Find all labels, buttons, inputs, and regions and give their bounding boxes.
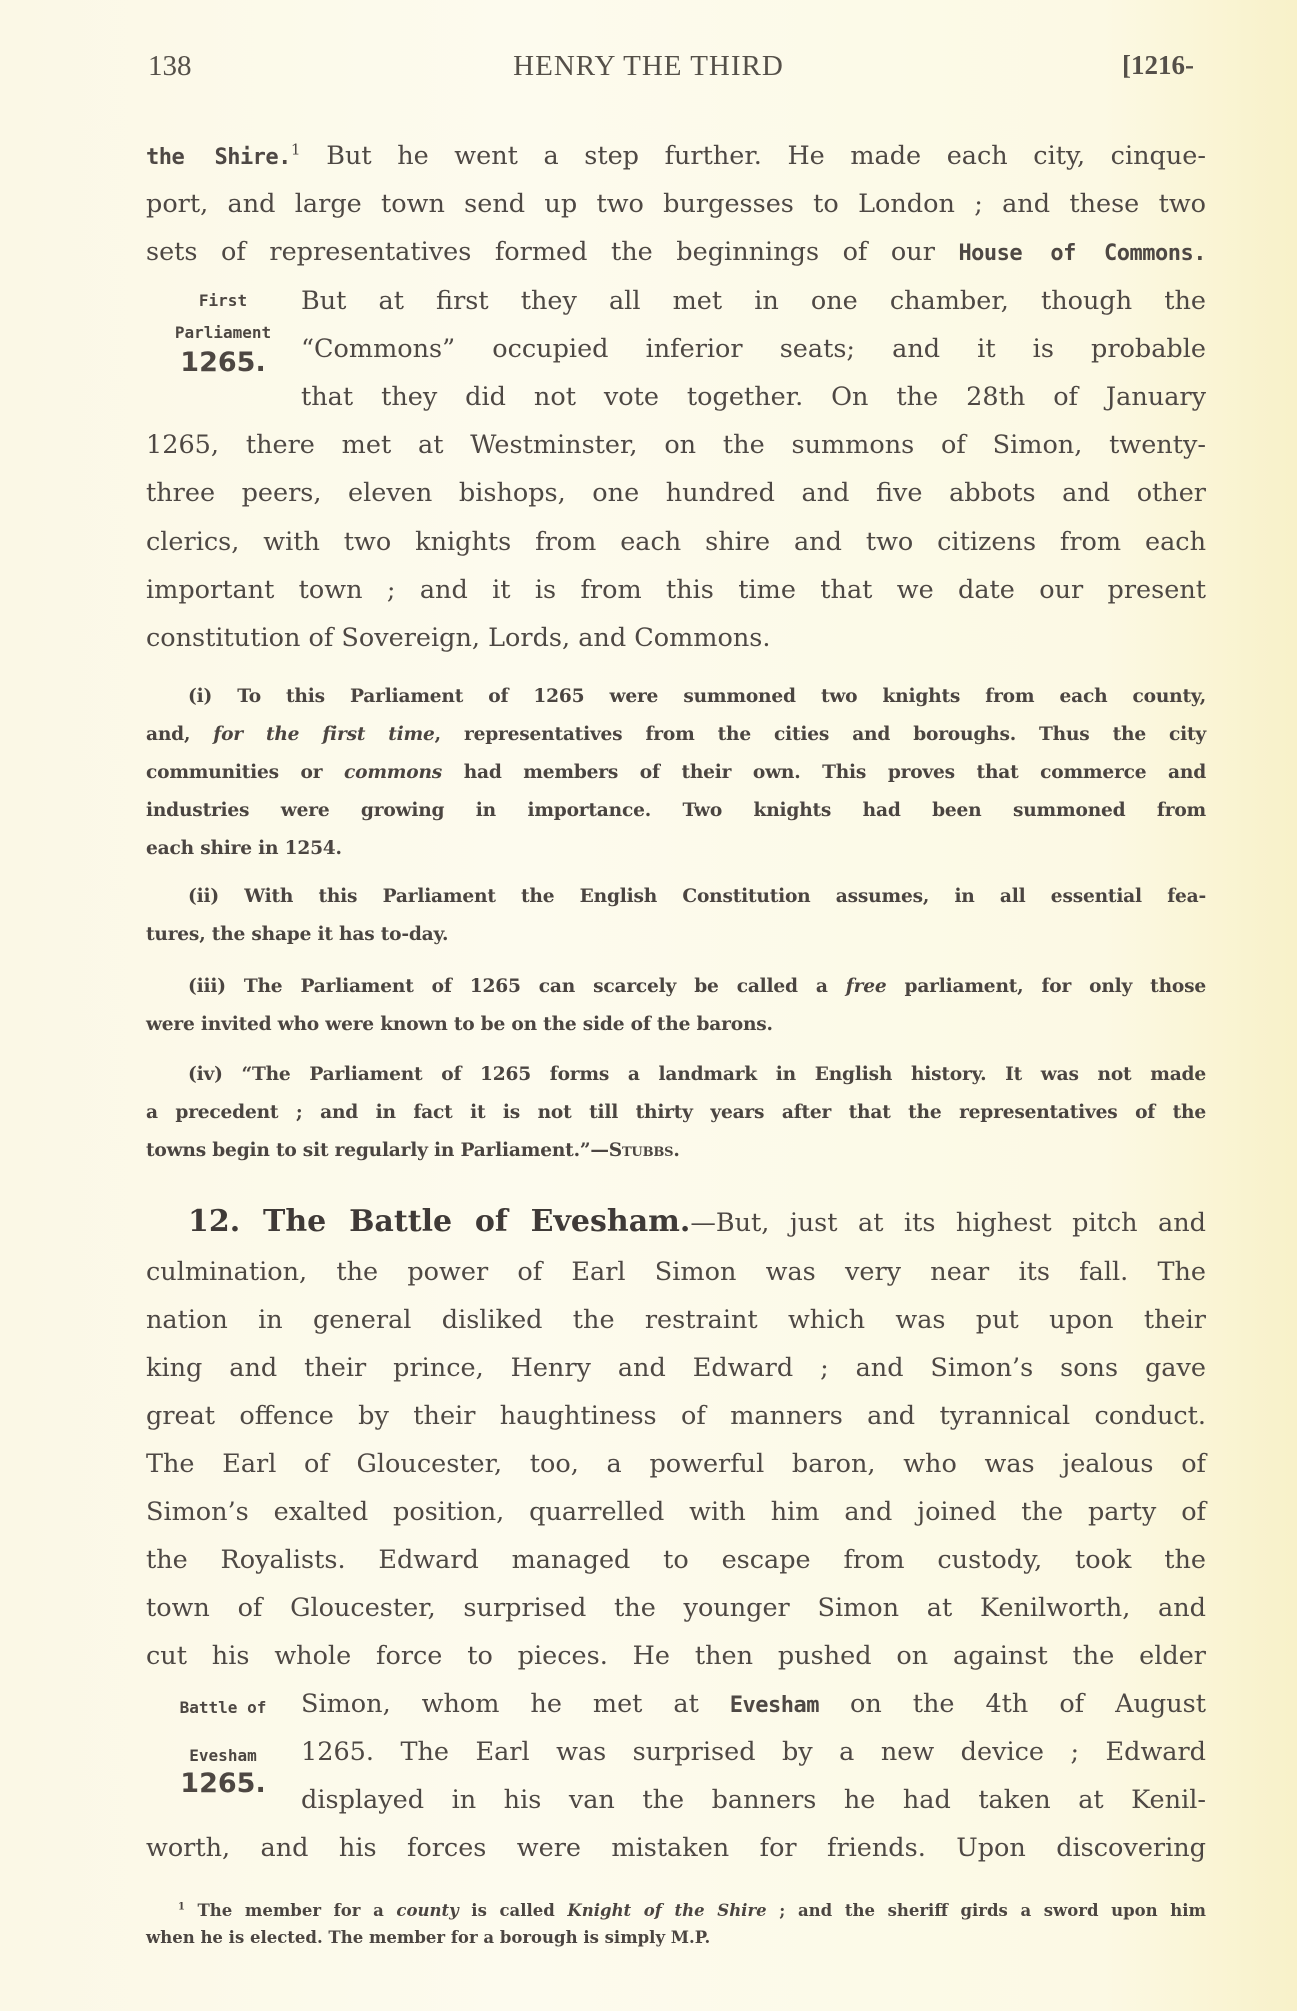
- text-line: [146, 526, 1206, 558]
- margin-note-line: Battle of: [179, 1698, 267, 1717]
- text-run: Simon, whom he met at: [301, 1689, 730, 1719]
- text-run: Simon’s exalted position, quarrelled with him and joined the party of: [146, 1497, 1206, 1527]
- italic-term: for the first time: [213, 724, 435, 745]
- running-title: HENRY THE THIRD: [513, 50, 784, 82]
- section-heading: 12. The Battle of Evesham.: [188, 1204, 691, 1239]
- text-run: parliament, for only those: [886, 976, 1206, 997]
- text-run: (ii) With this Parliament the English Constitution assumes, in all essential fea-: [188, 886, 1206, 907]
- text-run: the Royalists. Edward managed to escape from custody, took the: [146, 1545, 1206, 1575]
- text-run: important town ; and it is from this time that we date our present: [146, 575, 1206, 605]
- text-line: [146, 1352, 1206, 1384]
- note-line: [188, 1063, 1206, 1087]
- text-line: [301, 1784, 1206, 1816]
- text-line: [188, 1204, 1206, 1240]
- text-run: on the 4th of August: [819, 1689, 1206, 1719]
- text-line: [146, 429, 1206, 461]
- text-run: The Earl of Gloucester, too, a powerful baron, who was jealous of: [146, 1449, 1206, 1479]
- text-run: cut his whole force to pieces. He then pushed on against the elder: [146, 1641, 1206, 1671]
- text-line: [146, 574, 1206, 606]
- text-run: (iii) The Parliament of 1265 can scarcely be called a: [188, 976, 846, 997]
- text-run: 1265. The Earl was surprised by a new device ; Edward: [301, 1737, 1206, 1767]
- text-line: [146, 477, 1206, 509]
- text-run: that they did not vote together. On the 28th of January: [301, 382, 1206, 412]
- text-run: tures, the shape it has to-day.: [146, 924, 449, 945]
- bold-term: House of Commons.: [958, 241, 1206, 266]
- text-line: [146, 1544, 1206, 1576]
- text-run: worth, and his forces were mistaken for friends. Upon discovering: [146, 1833, 1206, 1863]
- text-run: sets of representatives formed the beginnings of our: [146, 237, 959, 267]
- text-run: a precedent ; and in fact it is not till thirty years after that the representatives of the: [146, 1102, 1206, 1123]
- text-run: nation in general disliked the restraint which was put upon their: [146, 1305, 1206, 1335]
- text-run: is called: [458, 1901, 568, 1920]
- margin-note-line: Parliament: [174, 323, 272, 342]
- text-line: [146, 1496, 1206, 1528]
- note-line: [146, 923, 1206, 947]
- text-run: , representatives from the cities and boroughs. Thus the city: [434, 724, 1206, 745]
- text-run: But he went a step further. He made each city, cinque-: [300, 141, 1206, 171]
- text-run: clerics, with two knights from each shire and two citizens from each: [146, 527, 1206, 557]
- margin-note-battle-of-evesham: [148, 1697, 298, 1797]
- text-run: constitution of Sovereign, Lords, and Commons.: [146, 623, 771, 653]
- text-run: The member for a: [184, 1901, 397, 1920]
- text-run: three peers, eleven bishops, one hundred and five abbots and other: [146, 478, 1206, 508]
- text-line: [146, 1400, 1206, 1432]
- text-line: [146, 1592, 1206, 1624]
- text-run: when he is elected. The member for a borough is simply M.P.: [146, 1928, 711, 1947]
- footnote-marker: 1: [290, 140, 301, 159]
- text-run: 1265, there met at Westminster, on the summons of Simon, twenty-: [146, 430, 1206, 460]
- text-line: [146, 1832, 1206, 1864]
- text-line: [146, 1640, 1206, 1672]
- text-line: [301, 381, 1206, 413]
- text-run: great offence by their haughtiness of manners and tyrannical conduct.: [146, 1401, 1206, 1431]
- text-run: culmination, the power of Earl Simon was very near its fall. The: [146, 1257, 1206, 1287]
- text-run: town of Gloucester, surprised the younger Simon at Kenilworth, and: [146, 1593, 1206, 1623]
- text-run: each shire in 1254.: [146, 838, 342, 859]
- note-line: [146, 1013, 1206, 1037]
- page-number: 138: [148, 50, 192, 82]
- text-run: (i) To this Parliament of 1265 were summoned two knights from each county,: [188, 686, 1206, 707]
- margin-note-first-parliament: [148, 290, 298, 378]
- note-line: [146, 1101, 1206, 1125]
- text-run: port, and large town send up two burgesses to London ; and these two: [146, 189, 1206, 219]
- note-line: [188, 885, 1206, 909]
- text-line: [146, 1256, 1206, 1288]
- note-line: [146, 761, 1206, 785]
- italic-term: Knight of the Shire: [567, 1901, 767, 1920]
- date-range: [1216-: [1122, 50, 1194, 80]
- text-run: displayed in his van the banners he had taken at Kenil-: [301, 1785, 1206, 1815]
- text-run: and,: [146, 724, 214, 745]
- note-line: [146, 723, 1206, 747]
- text-run: “Commons” occupied inferior seats; and it is probable: [301, 334, 1206, 364]
- text-run: (iv) “The Parliament of 1265 forms a landmark in English history. It was not made: [188, 1064, 1206, 1085]
- text-run: ; and the sheriff girds a sword upon him: [766, 1901, 1206, 1920]
- footnote-marker: 1: [178, 1901, 185, 1913]
- footnote-line: [178, 1900, 1206, 1922]
- margin-note-year: 1265.: [180, 347, 266, 378]
- margin-note-year: 1265.: [180, 1768, 266, 1799]
- note-line: [146, 799, 1206, 823]
- text-run: towns begin to sit regularly in Parliament.”—: [146, 1140, 609, 1161]
- text-line: [146, 188, 1206, 220]
- text-run: .: [673, 1140, 680, 1161]
- attribution: Stubbs: [608, 1140, 674, 1161]
- text-line: [146, 1304, 1206, 1336]
- text-line: [301, 1688, 1206, 1720]
- text-line: [146, 140, 1206, 172]
- text-run: were invited who were known to be on the side of the barons.: [146, 1014, 773, 1035]
- text-run: king and their prince, Henry and Edward ; and Simon’s sons gave: [146, 1353, 1206, 1383]
- margin-note-line: First: [198, 291, 248, 310]
- margin-note-line: Evesham: [189, 1746, 257, 1765]
- text-run: had members of their own. This proves that commerce and: [442, 762, 1206, 783]
- bold-term: the Shire.: [146, 145, 291, 170]
- text-line: [301, 333, 1206, 365]
- text-line: [146, 622, 1206, 654]
- text-run: But at first they all met in one chamber, though the: [301, 286, 1206, 316]
- italic-term: free: [845, 976, 887, 997]
- note-line: [146, 837, 1206, 861]
- text-line: [146, 1448, 1206, 1480]
- bold-term: Evesham: [729, 1693, 820, 1718]
- text-line: [301, 1736, 1206, 1768]
- note-line: [188, 975, 1206, 999]
- text-line: [301, 285, 1206, 317]
- footnote-line: [146, 1927, 1206, 1949]
- text-run: industries were growing in importance. Two knights had been summoned from: [146, 800, 1206, 821]
- italic-term: county: [396, 1901, 459, 1920]
- italic-term: commons: [344, 762, 443, 783]
- note-line: [188, 685, 1206, 709]
- text-line: [146, 236, 1206, 268]
- text-run: —But, just at its highest pitch and: [690, 1208, 1207, 1238]
- note-line: [146, 1139, 1206, 1163]
- text-run: communities or: [146, 762, 344, 783]
